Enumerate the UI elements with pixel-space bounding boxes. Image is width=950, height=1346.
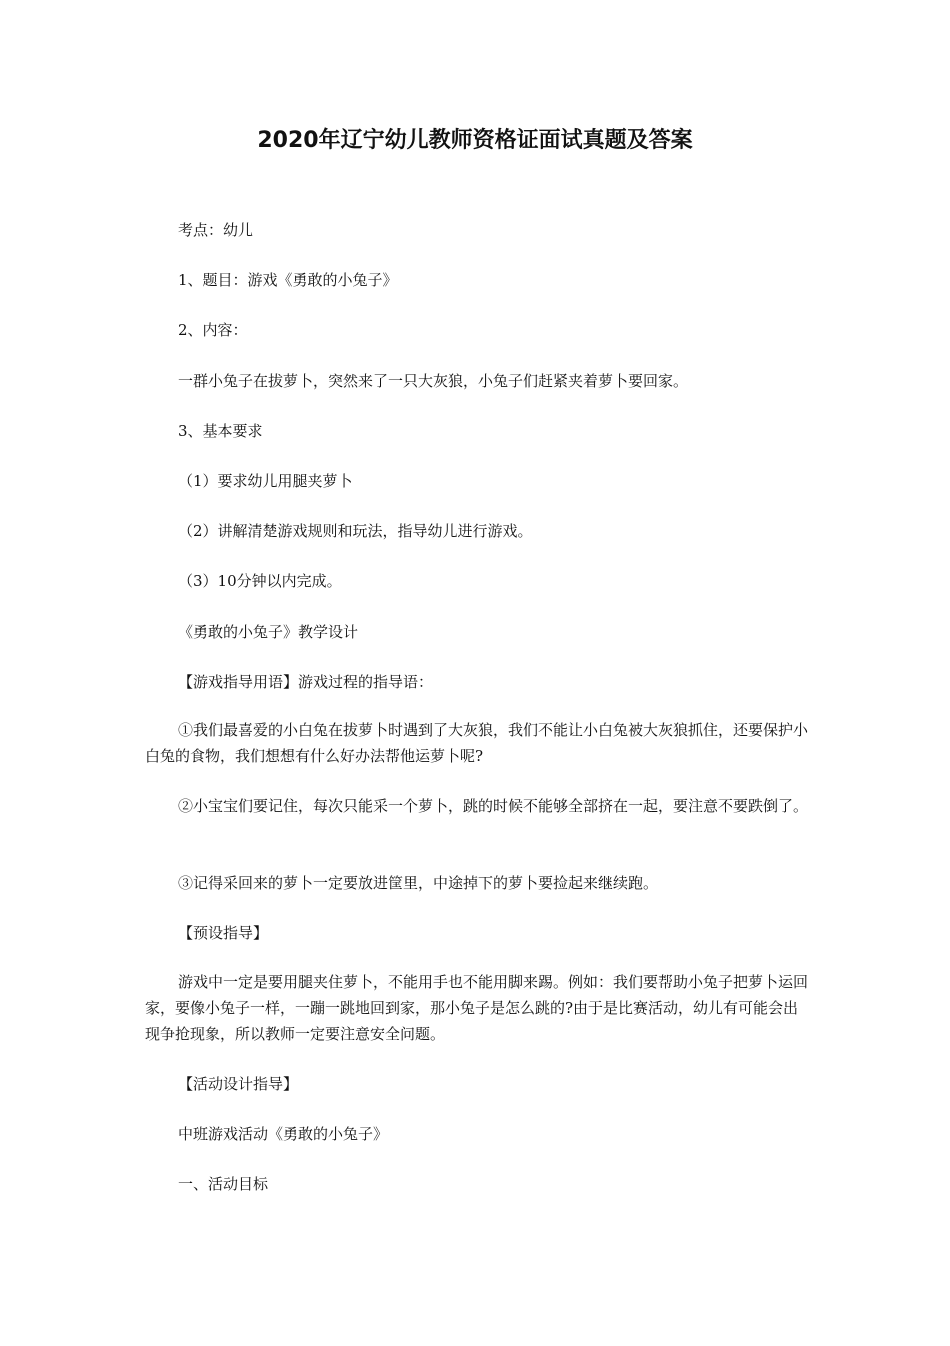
paragraph-requirement-3: （3）10分钟以内完成。 [178,572,342,590]
paragraph-guide-3: ③记得采回来的萝卜一定要放进筐里，中途掉下的萝卜要捡起来继续跑。 [178,874,659,892]
paragraph-guide-1: ①我们最喜爱的小白兔在拔萝卜时遇到了大灰狼，我们不能让小白兔被大灰狼抓住，还要保护小白兔的食物，我们想想有什么好办法帮他运萝卜呢? [145,721,809,765]
paragraph-content: 一群小兔子在拔萝卜，突然来了一只大灰狼，小兔子们赶紧夹着萝卜要回家。 [178,372,689,390]
paragraph-exam-point: 考点：幼儿 [178,221,254,239]
paragraph-requirement-1: （1）要求幼儿用腿夹萝卜 [178,472,353,490]
paragraph-preset-guidance-heading: 【预设指导】 [178,924,269,942]
paragraph-topic: 1、题目：游戏《勇敢的小兔子》 [178,271,398,289]
paragraph-guidance-language: 【游戏指导用语】游戏过程的指导语： [178,673,434,691]
paragraph-preset-guidance: 游戏中一定是要用腿夹住萝卜，不能用手也不能用脚来踢。例如：我们要帮助小兔子把萝卜运回家，要像小兔子一样，一蹦一跳地回到家，那小兔子是怎么跳的?由于是比赛活动，幼儿有可能会出现争抢现象，所以教师一定要注意安全问题。 [145,973,809,1043]
paragraph-requirements-heading: 3、基本要求 [178,422,263,440]
paragraph-activity-name: 中班游戏活动《勇敢的小兔子》 [178,1125,389,1143]
paragraph-requirement-2: （2）讲解清楚游戏规则和玩法，指导幼儿进行游戏。 [178,522,533,540]
paragraph-content-heading: 2、内容： [178,321,248,339]
paragraph-design-title: 《勇敢的小兔子》教学设计 [178,623,359,641]
paragraph-activity-design-heading: 【活动设计指导】 [178,1075,299,1093]
paragraph-activity-goals: 一、活动目标 [178,1175,269,1193]
document-title: 2020年辽宁幼儿教师资格证面试真题及答案 [257,128,693,153]
paragraph-guide-2: ②小宝宝们要记住，每次只能采一个萝卜，跳的时候不能够全部挤在一起，要注意不要跌倒了。 [178,797,809,815]
